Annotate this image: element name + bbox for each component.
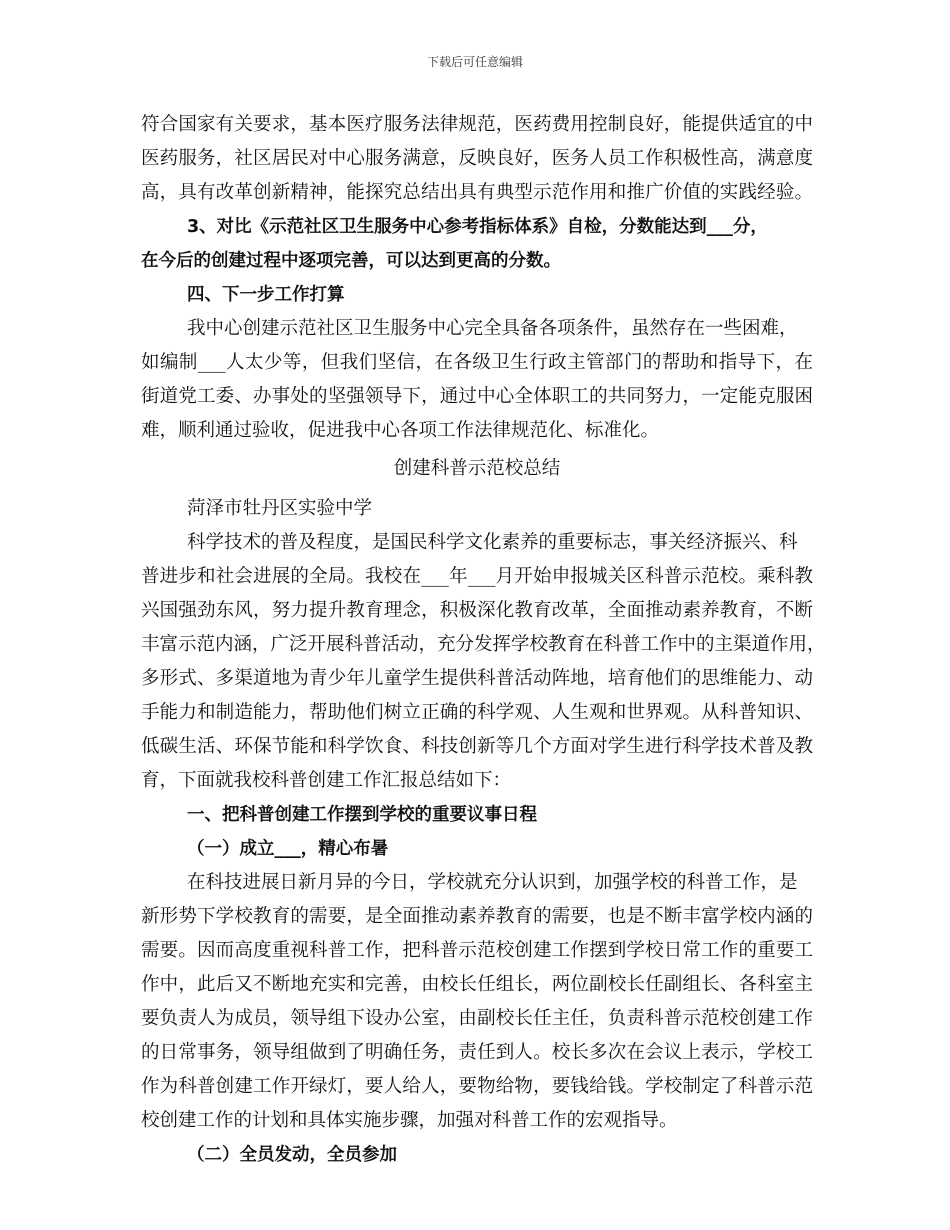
text-line: 难，顺利通过验收，促进我中心各项工作法律规范化、标准化。 <box>141 420 660 441</box>
heading-line: 在今后的创建过程中逐项完善，可以达到更高的分数。 <box>141 251 561 271</box>
text-line: 街道党工委、办事处的坚强领导下，通过中心全体职工的共同努力，一定能克服困 <box>141 386 813 407</box>
text-line: 普进步和社会进展的全局。我校在___年___月开始申报城关区科普示范校。乘科教 <box>141 566 813 587</box>
text-line: 需要。因而高度重视科普工作，把科普示范校创建工作摆到学校日常工作的重要工 <box>141 940 813 961</box>
text-line: 育，下面就我校科普创建工作汇报总结如下： <box>141 770 512 791</box>
text-line: 作中，此后又不断地充实和完善，由校长任组长，两位副校长任副组长、各科室主 <box>141 974 813 995</box>
heading-line: 一、把科普创建工作摆到学校的重要议事日程 <box>187 805 537 825</box>
text-line: 符合国家有关要求，基本医疗服务法律规范，医药费用控制良好，能提供适宜的中 <box>141 114 813 135</box>
text-line: 新形势下学校教育的需要，是全面推动素养教育的需要，也是不断丰富学校内涵的 <box>141 906 813 927</box>
text-line: 医药服务，社区居民对中心服务满意，反映良好，医务人员工作积极性高，满意度 <box>141 148 813 169</box>
text-line: 兴国强劲东风，努力提升教育理念，积极深化教育改革，全面推动素养教育，不断 <box>141 600 813 621</box>
text-line: 的日常事务，领导组做到了明确任务，责任到人。校长多次在会议上表示，学校工 <box>141 1042 813 1063</box>
text-line: 手能力和制造能力，帮助他们树立正确的科学观、人生观和世界观。从科普知识、 <box>141 702 813 723</box>
text-line: 我中心创建示范社区卫生服务中心完全具备各项条件，虽然存在一些困难， <box>187 318 798 339</box>
page-header: 下载后可任意编辑 <box>426 55 523 69</box>
text-line: 校创建工作的计划和具体实施步骤，加强对科普工作的宏观指导。 <box>141 1110 678 1131</box>
heading-line: 四、下一步工作打算 <box>187 285 345 305</box>
section-title: 创建科普示范校总结 <box>393 458 561 479</box>
text-line: 在科技进展日新月异的今日，学校就充分认识到，加强学校的科普工作，是 <box>187 872 798 893</box>
text-line: 高，具有改革创新精神，能探究总结出具有典型示范作用和推广价值的实践经验。 <box>141 182 813 203</box>
heading-line: （一）成立___，精心布暑 <box>187 839 389 859</box>
text-line: 作为科普创建工作开绿灯，要人给人，要物给物，要钱给钱。学校制定了科普示范 <box>141 1076 813 1097</box>
text-line: 多形式、多渠道地为青少年儿童学生提供科普活动阵地，培育他们的思维能力、动 <box>141 668 813 689</box>
heading-line: （二）全员发动，全员参加 <box>187 1145 397 1165</box>
text-line: 如编制___人太少等，但我们坚信，在各级卫生行政主管部门的帮助和指导下，在 <box>141 352 813 373</box>
text-line: 丰富示范内涵，广泛开展科普活动，充分发挥学校教育在科普工作中的主渠道作用， <box>141 634 826 655</box>
document-body <box>141 108 826 1172</box>
text-line: 菏泽市牡丹区实验中学 <box>187 498 373 519</box>
heading-line: 3、对比《示范社区卫生服务中心参考指标体系》自检，分数能达到___分， <box>187 217 768 237</box>
text-line: 低碳生活、环保节能和科学饮食、科技创新等几个方面对学生进行科学技术普及教 <box>141 736 813 757</box>
text-line: 科学技术的普及程度，是国民科学文化素养的重要标志，事关经济振兴、科 <box>187 532 798 553</box>
text-line: 要负责人为成员，领导组下设办公室，由副校长任主任，负责科普示范校创建工作 <box>141 1008 813 1029</box>
